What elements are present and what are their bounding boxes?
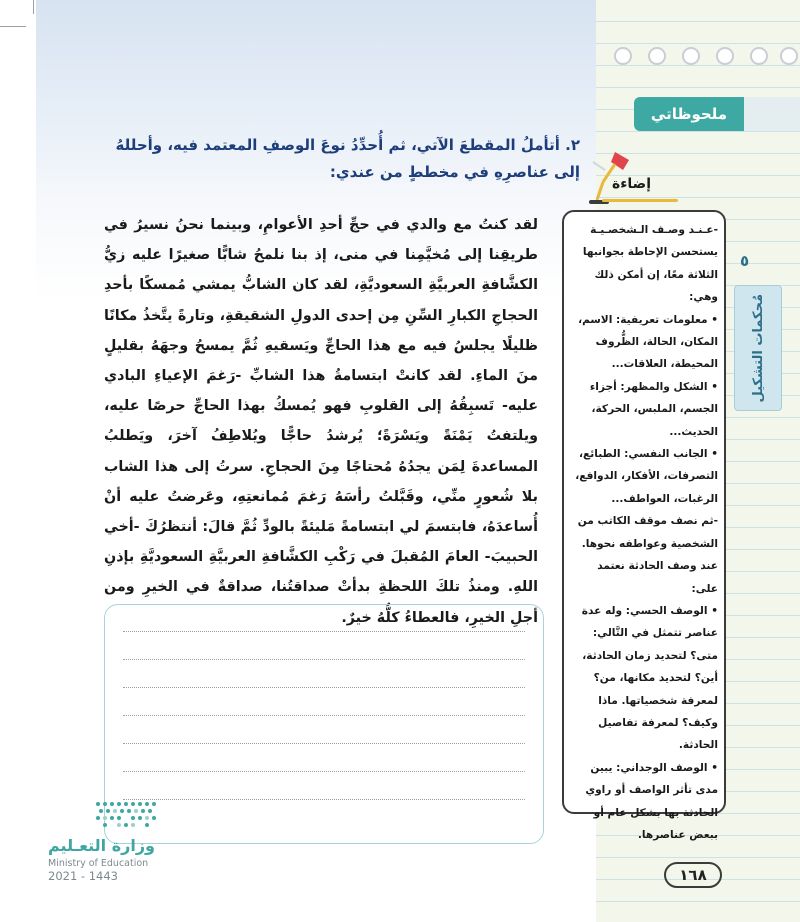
tip-item: -ثم نصف موقف الكاتب من الشخصية وعواطفه نحوها. [577, 515, 718, 550]
chapter-badge [734, 285, 782, 411]
page-number-label: ١٦٨ [679, 866, 707, 884]
answer-line [123, 687, 525, 688]
ministry-name-arabic: وزارة التعـليم [48, 836, 155, 855]
tip-item: عند وصف الحادثة نعتمد على: [597, 560, 718, 595]
tip-item: -عـنـد وصـف الـشخصـيـة يستحسن الإحاطة بجوانبها الثلاثة معًا، إن أمكن ذلك وهي: [582, 224, 718, 304]
notebook-ring [780, 47, 798, 65]
notes-tab-tail [744, 97, 800, 131]
notes-tab [634, 97, 744, 131]
tip-item: • معلومات تعريفية: الاسم، المكان، الحالة، الظُّروف المحيطة، العلاقات... [578, 313, 718, 371]
answer-line [123, 799, 525, 800]
tips-box [562, 210, 726, 841]
question-text: أتأملُ المقطعَ الآتي، ثم أُحدِّدُ نوعَ الوصفِ المعتمد فيه، وأحللهُ إلى عناصرِهِ في مخططٍ من عندي: [115, 136, 580, 181]
question-number: ٢. [565, 136, 580, 154]
notebook-ring [648, 47, 666, 65]
edition-year: 2021 - 1443 [48, 869, 118, 883]
ministry-logo-icon [92, 798, 162, 832]
answer-line [123, 715, 525, 716]
ministry-name-english: Ministry of Education [48, 858, 149, 869]
answer-box[interactable] [104, 604, 544, 844]
notebook-ring [614, 47, 632, 65]
ida-underline [602, 199, 678, 202]
ida-title: إضاءة [612, 176, 652, 192]
chapter-badge-label: مُحكمات التشكيل [750, 293, 766, 403]
crop-mark [0, 26, 26, 27]
notebook-ring [682, 47, 700, 65]
answer-line [123, 631, 525, 632]
tip-item: • الوصف الوجداني: يبين مدى تأثر الواصف أو راوي الحادثة بها بشكل عام أو ببعض عناصرها. [585, 761, 718, 841]
tip-item: • الوصف الحسي: وله عدة عناصر تتمثل في التَّالي: متى؟ لتحديد زمان الحادثة، أين؟ لتحديد مكانها، من؟ لمعرفة شخصياتها. ماذا وكيف؟ لمعرفة تفاصيل الحادثة. [581, 604, 718, 752]
tip-item: • الجانب النفسي: الطبائع، التصرفات، الأفكار، الدوافع، الرغبات، العواطف... [575, 448, 718, 505]
answer-line [123, 771, 525, 772]
page-number [664, 862, 722, 888]
chapter-number: ٥ [740, 252, 750, 270]
question [110, 132, 580, 186]
tip-item: • الشكل والمظهر: أجزاء الجسم، الملبس، الحركة، الحديث... [589, 380, 718, 438]
notebook-ring [716, 47, 734, 65]
answer-line [123, 743, 525, 744]
crop-mark [33, 0, 34, 14]
notes-tab-label: ملحوظاتي [650, 105, 728, 123]
answer-line [123, 659, 525, 660]
reading-passage: لقد كنتُ مع والدي في حجِّ أحدِ الأعوامِ، وبينما نحنُ نسيرُ في طريقِنا إلى مُخيَّمِنا في منى، إذ بنا نلمحُ شابًّا صغيرًا عليه زيُّ الكشَّافةِ العربيَّةِ السعوديَّةِ، لقد كان الشابُّ يمشي مُمسكًا بأحدِ الحجاجِ الكبارِ السِّنِ مِن إحدى الدولِ الشقيقةِ، وتارةً يتَّخذُ مكانًا ظليلًا يجلسُ فيه مع هذا الحاجِّ ويَسقيهِ ثُمَّ يمسحُ وجهَهُ بقليلٍ منَ الماءِ. لقد كانتْ ابتسامةُ هذا الشابِّ -رَغمَ الإعياءِ البادي عليه- تَسبِقُهُ إلى القلوبِ فهو يُمسكُ بهذا الحاجِّ حرصًا عليه، ويلتفتُ يَمْنَةً ويَسْرَةً؛ يُرشدُ حاجًّا ويُلاطِفُ آخرَ، ويَطلبُ المساعدةَ لِمَن يجدُهُ مُحتاجًا مِنَ الحجاجِ. سرتُ إلى هذا الشاب بلا شُعورٍ منِّي، وقَبَّلتُ رأسَهُ رَغمَ مُمانعتِهِ، وعَرضتُ عليه أنْ أُساعدَهُ، فابتسمَ لي ابتسامةً مَليئةً بالودِّ ثُمَّ قالَ: أنتظرُكَ -أخي الحبيبَ- العامَ المُقبلَ في رَكْبِ الكشَّافةِ العربيَّةِ السعوديَّةِ بإذنِ اللهِ. ومنذُ تلكَ اللحظةِ بدأتْ صداقتُنا، صداقةٌ في الخيرِ ومن أجلِ الخيرِ، فالعطاءُ كلُّهُ خيرٌ. [104, 217, 538, 626]
notebook-ring [750, 47, 768, 65]
